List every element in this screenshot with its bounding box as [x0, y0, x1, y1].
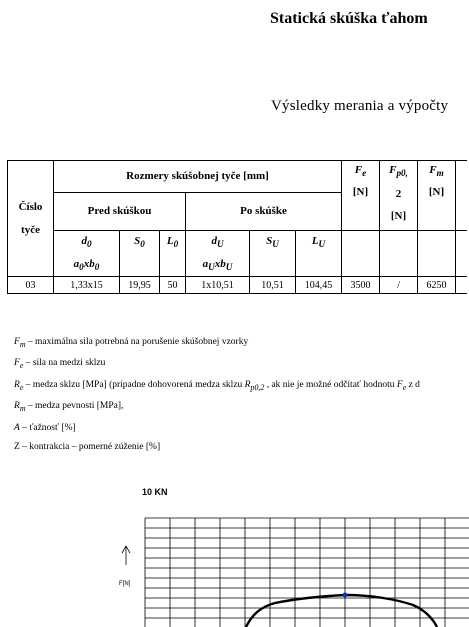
cell-lu: 104,45	[296, 277, 342, 294]
cell-cut	[456, 277, 467, 294]
header-empty-fe	[342, 231, 380, 277]
header-empty-fp	[380, 231, 418, 277]
header-fm: $F_m$ [N]	[418, 161, 456, 231]
legend-fe: $F_e$ – sila na medzi sklzu	[14, 358, 106, 371]
legend-re: $R_e$ – medza sklzu [MPa] (prípadne dohovorená medza sklzu $R_{p0,2}$ , ak nie je možné odčítať hodnotu $F_e$ z d	[14, 379, 420, 392]
header-po-skuske: Po skúške	[186, 193, 342, 231]
header-rozmery: Rozmery skúšobnej tyče [mm]	[54, 161, 342, 193]
legend-a: A – ťažnosť [%]	[14, 422, 76, 433]
cell-fm: 6250	[418, 277, 456, 294]
header-empty-cut	[456, 231, 467, 277]
header-cislo: Číslo tyče	[8, 161, 54, 277]
header-d0: $d_0$ $a_0xb_0$	[54, 231, 120, 277]
cell-du: 1x10,51	[186, 277, 250, 294]
header-empty-fm	[418, 231, 456, 277]
cell-fp: /	[380, 277, 418, 294]
header-l0: $L_0$	[160, 231, 186, 277]
cell-su: 10,51	[250, 277, 296, 294]
header-fp: $F_{p0,}$ 2 [N]	[380, 161, 418, 231]
cell-fe: 3500	[342, 277, 380, 294]
header-lu: $L_U$	[296, 231, 342, 277]
cell-l0: 50	[160, 277, 186, 294]
table-row	[8, 277, 467, 294]
legend-z: Z – kontrakcia – pomerné zúženie [%]	[14, 441, 161, 452]
page-title: Statická skúška ťahom	[270, 10, 428, 27]
chart-grid	[145, 518, 469, 627]
header-fe: $F_e$ [N]	[342, 161, 380, 231]
legend-fm: $F_m$ – maximálna sila potrebná na porušenie skúšobnej vzorky	[14, 337, 249, 349]
chart-scale-label: 10 KN	[142, 487, 168, 497]
legend	[14, 333, 420, 456]
results-table	[7, 160, 467, 294]
cell-d0: 1,33x15	[54, 277, 120, 294]
header-du: $d_U$ $a_Uxb_U$	[186, 231, 250, 277]
header-s0: $S_0$	[120, 231, 160, 277]
cell-s0: 19,95	[120, 277, 160, 294]
force-axis-arrow	[122, 546, 130, 565]
header-cut	[456, 161, 467, 231]
force-curve	[246, 595, 437, 627]
cell-cislo: 03	[8, 277, 54, 294]
section-subtitle: Výsledky merania a výpočty	[271, 98, 449, 114]
force-chart	[110, 515, 469, 627]
max-force-marker	[343, 593, 348, 598]
header-pred-skuskou: Pred skúškou	[54, 193, 186, 231]
force-axis-label: F[N]	[119, 581, 131, 587]
legend-rm: $R_m$ – medza pevnosti [MPa],	[14, 401, 124, 414]
header-su: $S_U$	[250, 231, 296, 277]
